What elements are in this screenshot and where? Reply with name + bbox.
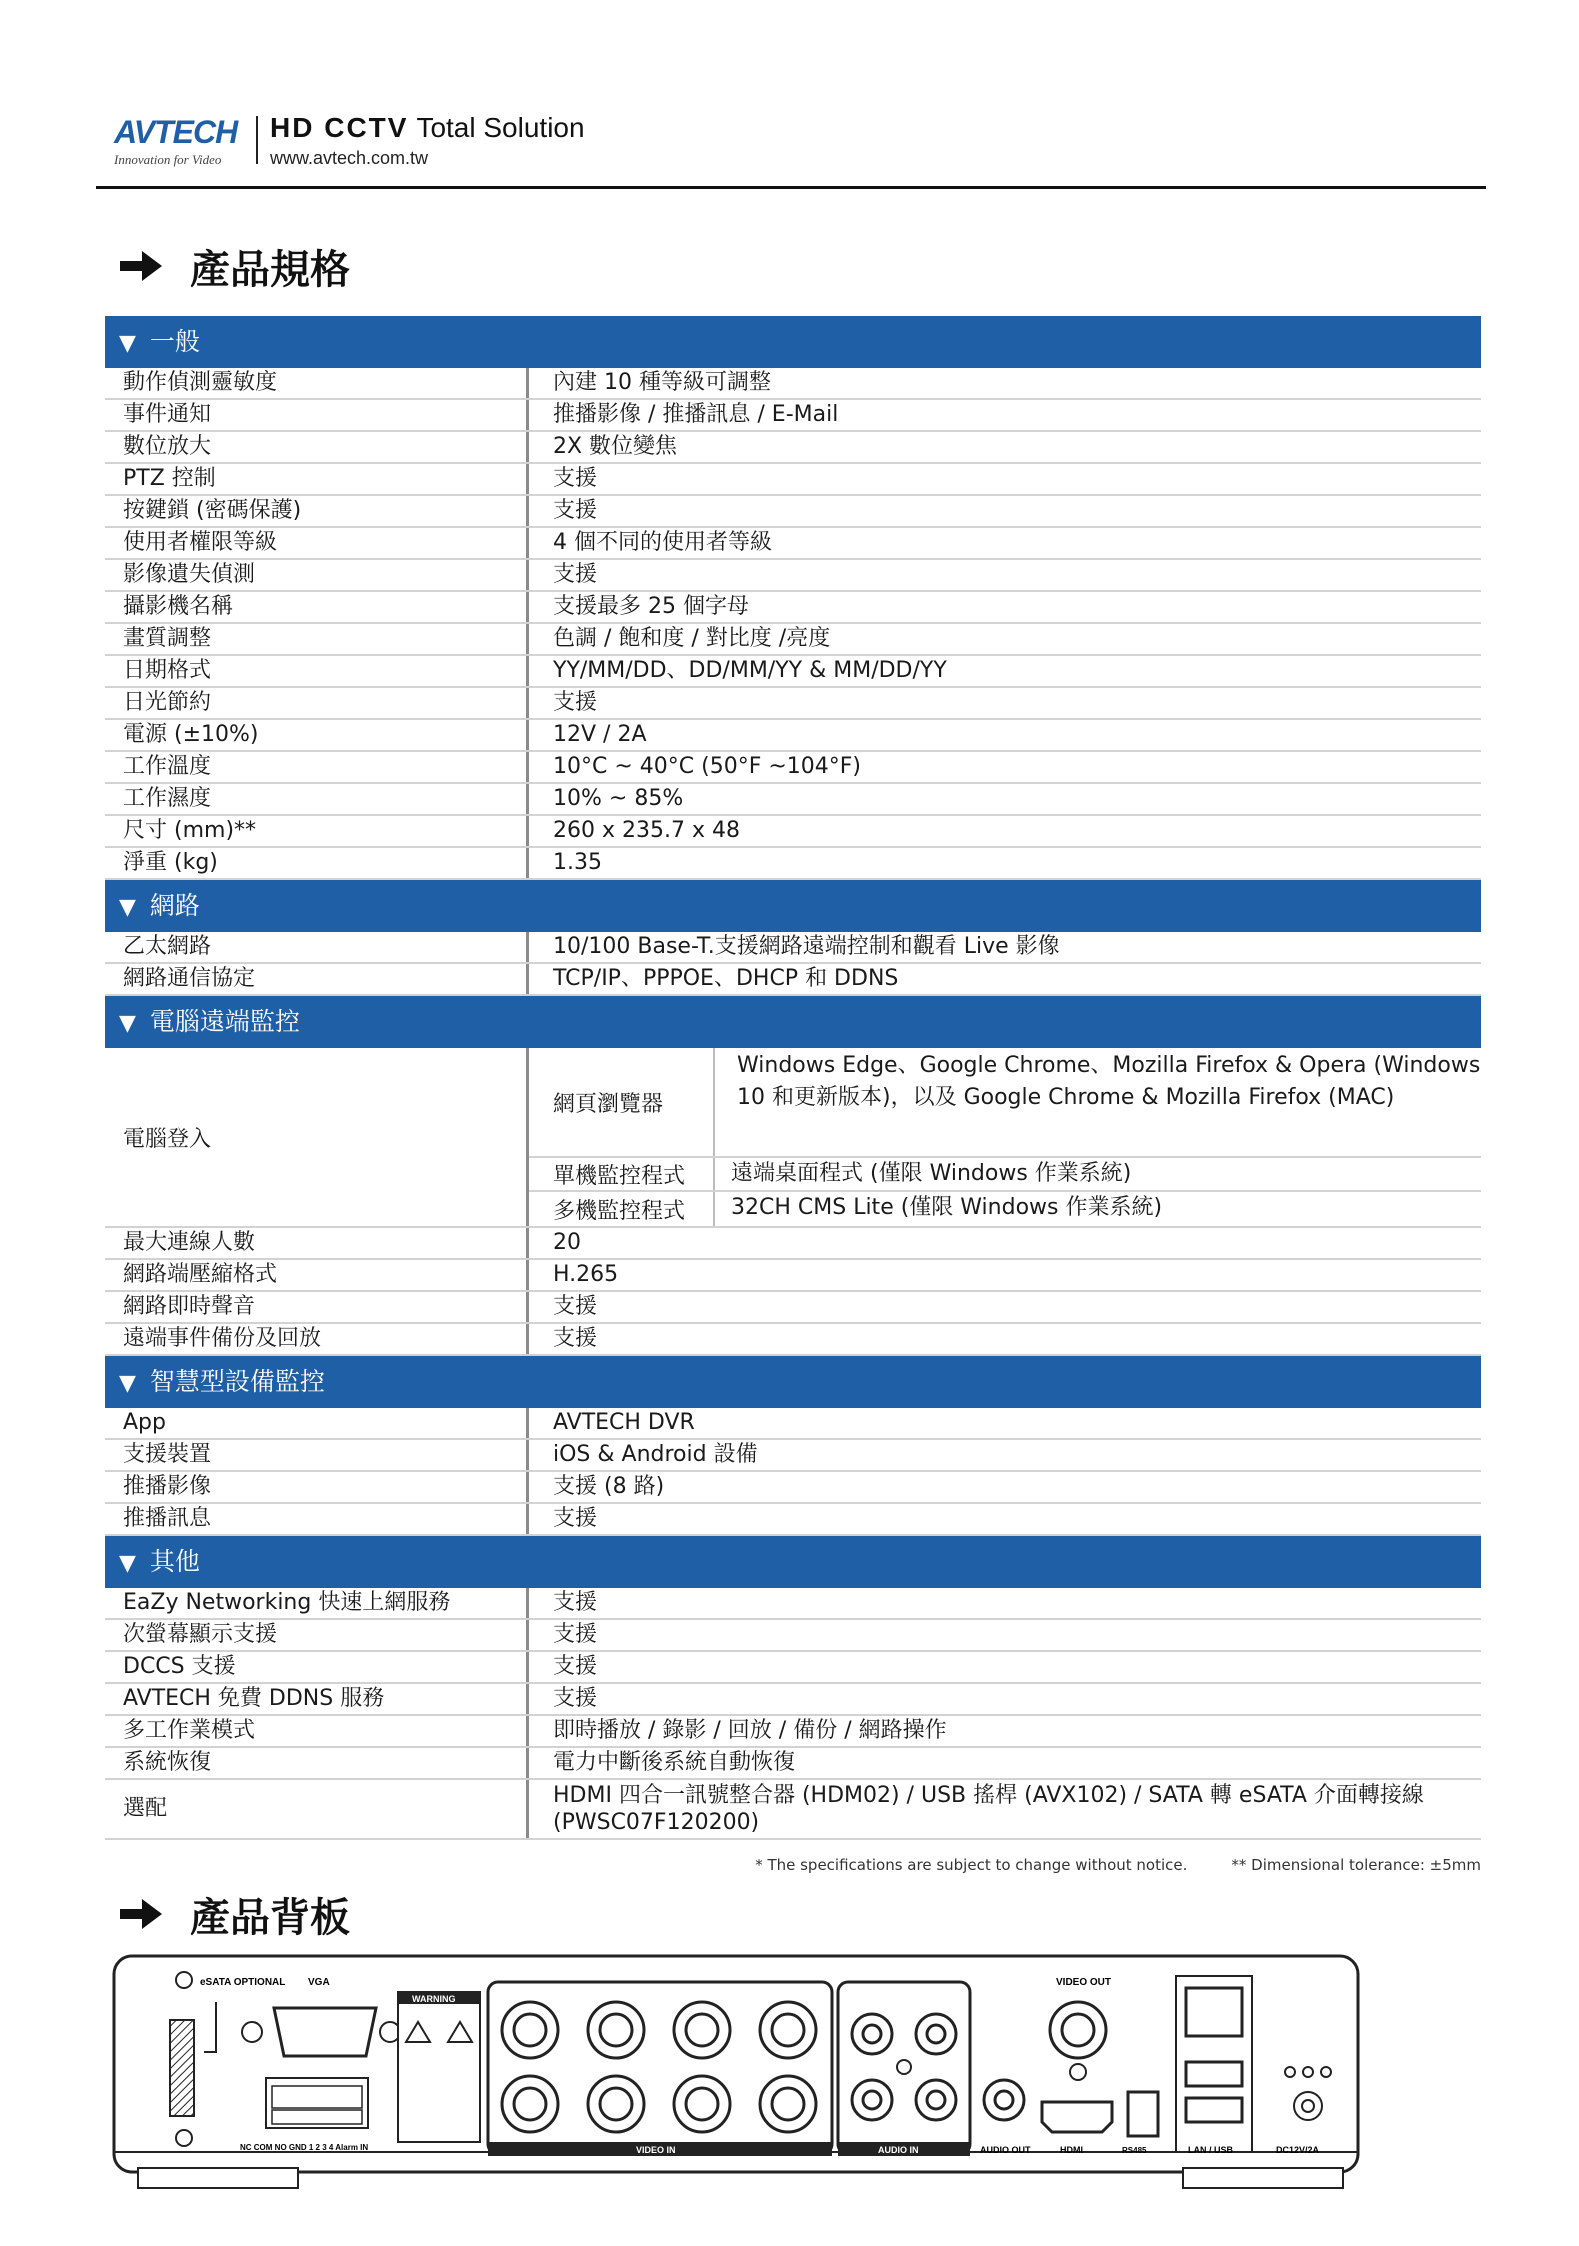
triangle-down-icon: ▼ (119, 1011, 136, 1036)
note-tolerance: ** Dimensional tolerance: ±5mm (1231, 1856, 1481, 1874)
spec-value: TCP/IP、PPPOE、DHCP 和 DDNS (553, 966, 899, 991)
spec-key: 工作濕度 (105, 784, 529, 814)
spec-key: 動作偵測靈敏度 (105, 368, 529, 398)
spec-key: 遠端事件備份及回放 (105, 1324, 529, 1354)
spec-row (105, 1260, 1481, 1292)
spec-key: 網路端壓縮格式 (105, 1260, 529, 1290)
page-header (110, 108, 1490, 188)
spec-row (105, 1652, 1481, 1684)
multi-client-label: 多機監控程式 (529, 1192, 715, 1226)
general-rows (105, 368, 1481, 880)
single-client-row (529, 1158, 1481, 1192)
browser-value: Windows Edge、Google Chrome、Mozilla Firefox & Opera (Windows 10 和更新版本)，以及 Google Chrome & Mozilla Firefox (MAC) (737, 1053, 1481, 1110)
category-title: 其他 (149, 1547, 200, 1576)
spec-value: H.265 (553, 1262, 619, 1287)
category-title: 電腦遠端監控 (149, 1007, 300, 1036)
esata-label: eSATA OPTIONAL (200, 1977, 286, 1988)
spec-value: 支援 (553, 1622, 598, 1647)
spec-key: 推播影像 (105, 1472, 529, 1502)
triangle-down-icon: ▼ (119, 895, 136, 920)
rs485-label: RS485 (1122, 2146, 1147, 2155)
spec-key: 網路即時聲音 (105, 1292, 529, 1322)
header-title-strong: HD CCTV (270, 112, 409, 143)
category-network (105, 880, 1481, 932)
back-panel-heading (118, 1886, 350, 1943)
spec-value: 20 (553, 1230, 581, 1255)
triangle-down-icon: ▼ (119, 1551, 136, 1576)
spec-row (105, 688, 1481, 720)
spec-value: 支援 (8 路) (553, 1474, 665, 1499)
spec-row (105, 368, 1481, 400)
audio-in-label: AUDIO IN (878, 2145, 919, 2155)
spec-value: iOS & Android 設備 (553, 1442, 758, 1467)
spec-key: 乙太網路 (105, 932, 529, 962)
spec-key: 影像遺失偵測 (105, 560, 529, 590)
single-client-value: 遠端桌面程式 (僅限 Windows 作業系統) (731, 1161, 1132, 1186)
pc-login-block (105, 1048, 1481, 1228)
pc-login-label: 電腦登入 (105, 1048, 529, 1226)
header-title-rest: Total Solution (416, 112, 585, 143)
brand-tagline: Innovation for Video (114, 152, 222, 167)
browser-row (529, 1048, 1481, 1158)
spec-key: 網路通信協定 (105, 964, 529, 994)
spec-row (105, 560, 1481, 592)
remote-rows (105, 1228, 1481, 1356)
spec-key: 按鍵鎖 (密碼保護) (105, 496, 529, 526)
multi-client-value: 32CH CMS Lite (僅限 Windows 作業系統) (731, 1195, 1163, 1220)
spec-key: 日期格式 (105, 656, 529, 686)
spec-value: 支援 (553, 498, 598, 523)
spec-row (105, 932, 1481, 964)
spec-value: 色調 / 飽和度 / 對比度 /亮度 (553, 626, 831, 651)
spec-value: 4 個不同的使用者等級 (553, 530, 772, 555)
spec-value: 10/100 Base-T.支援網路遠端控制和觀看 Live 影像 (553, 934, 1060, 959)
triangle-down-icon: ▼ (119, 331, 136, 356)
esata-port (170, 2020, 194, 2116)
spec-key: PTZ 控制 (105, 464, 529, 494)
spec-key: 次螢幕顯示支援 (105, 1620, 529, 1650)
spec-row (105, 656, 1481, 688)
spec-value: 2X 數位變焦 (553, 434, 678, 459)
category-smart (105, 1356, 1481, 1408)
smart-rows (105, 1408, 1481, 1536)
spec-value: 支援 (553, 1294, 598, 1319)
category-title: 一般 (149, 327, 200, 356)
spec-row (105, 1292, 1481, 1324)
spec-row (105, 624, 1481, 656)
spec-row (105, 784, 1481, 816)
spec-key: 推播訊息 (105, 1504, 529, 1534)
spec-value: 10% ~ 85% (553, 786, 684, 811)
brand-logo: AVTECH (114, 114, 238, 150)
arrow-right-icon (118, 247, 166, 293)
spec-row (105, 1324, 1481, 1356)
spec-key: AVTECH 免費 DDNS 服務 (105, 1684, 529, 1714)
arrow-right-icon (118, 1895, 166, 1941)
audio-out-label: AUDIO OUT (980, 2145, 1031, 2155)
spec-key: 淨重 (kg) (105, 848, 529, 878)
browser-label: 網頁瀏覽器 (529, 1048, 715, 1156)
spec-value: 支援 (553, 1506, 598, 1531)
spec-key: DCCS 支援 (105, 1652, 529, 1682)
spec-value: 即時播放 / 錄影 / 回放 / 備份 / 網路操作 (553, 1718, 947, 1743)
spec-row (105, 1748, 1481, 1780)
single-client-label: 單機監控程式 (529, 1158, 715, 1190)
category-title: 智慧型設備監控 (149, 1367, 325, 1396)
spec-key: 尺寸 (mm)** (105, 816, 529, 846)
spec-key: 最大連線人數 (105, 1228, 529, 1258)
spec-key: 事件通知 (105, 400, 529, 430)
spec-row (105, 496, 1481, 528)
spec-row (105, 464, 1481, 496)
spec-row (105, 1588, 1481, 1620)
options-row (105, 1780, 1481, 1840)
spec-row (105, 1620, 1481, 1652)
spec-value: 支援 (553, 1326, 598, 1351)
pc-login-sub (529, 1048, 1481, 1226)
spec-row (105, 1228, 1481, 1260)
multi-client-row (529, 1192, 1481, 1226)
footnotes (105, 1856, 1481, 1874)
spec-value: 支援 (553, 562, 598, 587)
spec-row (105, 1472, 1481, 1504)
lan-usb-label: LAN / USB (1188, 2145, 1233, 2155)
category-title: 網路 (149, 891, 200, 920)
hdmi-label: HDMI (1060, 2145, 1083, 2155)
spec-key: 支援裝置 (105, 1440, 529, 1470)
other-rows (105, 1588, 1481, 1780)
spec-key: App (105, 1408, 529, 1438)
triangle-down-icon: ▼ (119, 1371, 136, 1396)
spec-value: 支援 (553, 1654, 598, 1679)
spec-value: 12V / 2A (553, 722, 647, 747)
spec-key: 系統恢復 (105, 1748, 529, 1778)
spec-key: 攝影機名稱 (105, 592, 529, 622)
back-panel-heading-text: 產品背板 (190, 1895, 350, 1941)
spec-row (105, 1716, 1481, 1748)
spec-row (105, 1408, 1481, 1440)
spec-row (105, 432, 1481, 464)
warning-title: WARNING (412, 1994, 456, 2004)
spec-key: 多工作業模式 (105, 1716, 529, 1746)
spec-table (105, 316, 1481, 1840)
spec-key: 畫質調整 (105, 624, 529, 654)
options-label: 選配 (105, 1780, 529, 1838)
spec-row (105, 752, 1481, 784)
spec-key: EaZy Networking 快速上網服務 (105, 1588, 529, 1618)
dc-label: DC12V/2A (1276, 2145, 1320, 2155)
spec-value: 支援 (553, 1590, 598, 1615)
spec-value: 支援 (553, 690, 598, 715)
video-in-label: VIDEO IN (636, 2145, 676, 2155)
spec-value: 10°C ~ 40°C (50°F ~104°F) (553, 754, 862, 779)
alarm-label: NC COM NO GND 1 2 3 4 Alarm IN (240, 2143, 369, 2152)
spec-key: 工作溫度 (105, 752, 529, 782)
spec-value: YY/MM/DD、DD/MM/YY & MM/DD/YY (553, 658, 947, 683)
warning-label (398, 1992, 480, 2142)
vga-label: VGA (308, 1977, 330, 1988)
spec-value: 支援 (553, 1686, 598, 1711)
header-url: www.avtech.com.tw (270, 148, 429, 168)
spec-row (105, 848, 1481, 880)
category-other (105, 1536, 1481, 1588)
spec-row (105, 1504, 1481, 1536)
spec-row (105, 816, 1481, 848)
spec-row (105, 400, 1481, 432)
spec-key: 使用者權限等級 (105, 528, 529, 558)
spec-row (105, 720, 1481, 752)
note-change: * The specifications are subject to change without notice. (755, 1856, 1188, 1874)
category-general (105, 316, 1481, 368)
spec-row (105, 1440, 1481, 1472)
spec-value: 支援 (553, 466, 598, 491)
spec-value: AVTECH DVR (553, 1410, 695, 1435)
spec-value: 260 x 235.7 x 48 (553, 818, 740, 843)
network-rows (105, 932, 1481, 996)
spec-value: 電力中斷後系統自動恢復 (553, 1750, 796, 1775)
spec-key: 日光節約 (105, 688, 529, 718)
spec-value: 支援最多 25 個字母 (553, 594, 749, 619)
header-rule (96, 186, 1486, 189)
video-out-label: VIDEO OUT (1056, 1977, 1112, 1988)
spec-row (105, 1684, 1481, 1716)
header-title (270, 112, 585, 144)
category-remote (105, 996, 1481, 1048)
spec-row (105, 528, 1481, 560)
spec-value: 內建 10 種等級可調整 (553, 370, 771, 395)
rear-panel-diagram (108, 1952, 1368, 2192)
spec-heading (118, 238, 350, 295)
spec-key: 電源 (±10%) (105, 720, 529, 750)
options-value: HDMI 四合一訊號整合器 (HDM02) / USB 搖桿 (AVX102) / SATA 轉 eSATA 介面轉接線 (PWSC07F120200) (553, 1783, 1424, 1835)
spec-value: 推播影像 / 推播訊息 / E-Mail (553, 402, 839, 427)
spec-heading-text: 產品規格 (190, 247, 350, 293)
spec-row (105, 964, 1481, 996)
logo-divider (256, 116, 258, 164)
spec-key: 數位放大 (105, 432, 529, 462)
spec-value: 1.35 (553, 850, 602, 875)
spec-row (105, 592, 1481, 624)
